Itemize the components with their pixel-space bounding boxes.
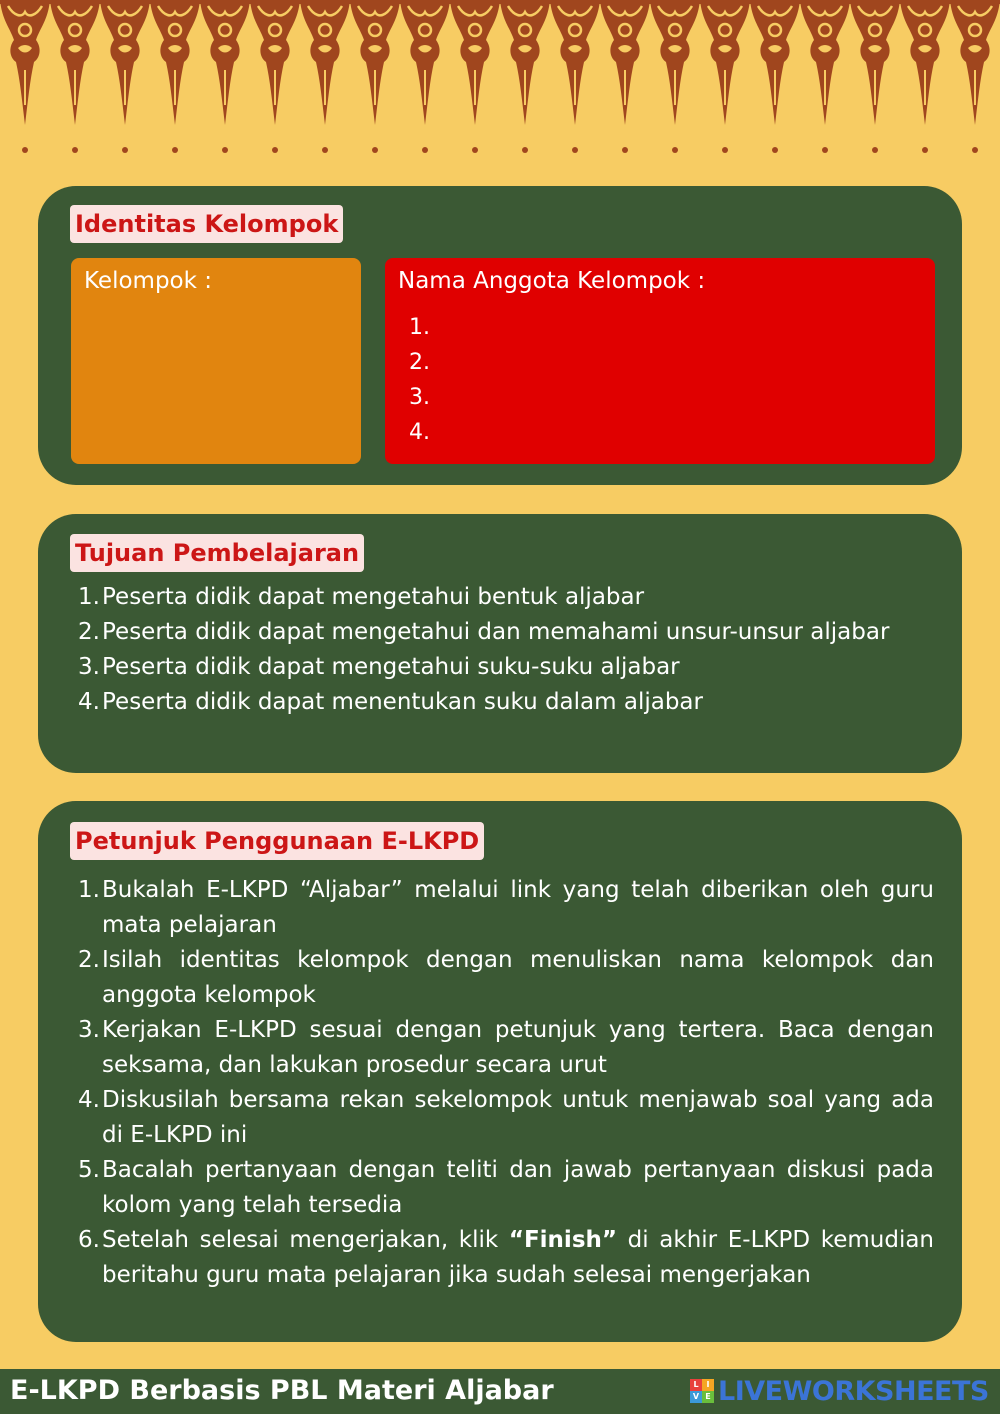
identity-title: Identitas Kelompok <box>70 205 343 243</box>
member-number: 2. <box>409 350 430 375</box>
liveworksheets-brand[interactable] <box>690 1375 989 1407</box>
item-number: 4. <box>78 1087 100 1113</box>
ornament-border <box>0 0 1000 165</box>
item-text <box>102 1223 934 1293</box>
list-item <box>78 1013 934 1083</box>
instructions-title: Petunjuk Penggunaan E-LKPD <box>70 822 484 860</box>
brand-name: LIVEWORKSHEETS <box>718 1375 989 1407</box>
member-number: 3. <box>409 385 430 410</box>
member-list <box>409 310 430 450</box>
objectives-card <box>38 514 962 773</box>
item-number: 1. <box>78 584 100 610</box>
instructions-card <box>38 801 962 1342</box>
item-number: 4. <box>78 689 100 715</box>
logo-letter-v: V <box>690 1391 702 1403</box>
item-text: Diskusilah bersama rekan sekelompok untuk menjawab soal yang ada di E-LKPD ini <box>102 1087 934 1148</box>
objectives-list <box>78 580 938 720</box>
objectives-title: Tujuan Pembelajaran <box>70 534 364 572</box>
list-item <box>78 873 934 943</box>
item-number: 6. <box>78 1227 100 1253</box>
logo-letter-i: I <box>702 1379 714 1391</box>
logo-letter-l: L <box>690 1379 702 1391</box>
list-item <box>78 1083 934 1153</box>
item-number: 3. <box>78 1017 100 1043</box>
finish-keyword: “Finish” <box>508 1227 617 1253</box>
item-text: Isilah identitas kelompok dengan menuliskan nama kelompok dan anggota kelompok <box>102 947 934 1008</box>
item-number: 3. <box>78 654 100 680</box>
list-item <box>78 1153 934 1223</box>
item-text: Bacalah pertanyaan dengan teliti dan jawab pertanyaan diskusi pada kolom yang telah tersedia <box>102 1157 934 1218</box>
list-item <box>78 615 938 650</box>
item-number: 2. <box>78 947 100 973</box>
member-number: 4. <box>409 420 430 445</box>
identity-card <box>38 186 962 485</box>
footer-title: E-LKPD Berbasis PBL Materi Aljabar <box>10 1375 554 1406</box>
item-text: Peserta didik dapat menentukan suku dalam aljabar <box>102 689 703 715</box>
list-item <box>78 650 938 685</box>
instructions-list <box>78 873 934 1293</box>
item-number: 5. <box>78 1157 100 1183</box>
list-item <box>78 943 934 1013</box>
item-text: Kerjakan E-LKPD sesuai dengan petunjuk yang tertera. Baca dengan seksama, dan lakukan prosedur secara urut <box>102 1017 934 1078</box>
logo-letter-e: E <box>702 1391 714 1403</box>
list-item <box>78 685 938 720</box>
list-item <box>78 580 938 615</box>
footer-bar <box>0 1369 1000 1414</box>
group-name-box[interactable] <box>71 258 361 464</box>
item-text: Bukalah E-LKPD “Aljabar” melalui link yang telah diberikan oleh guru mata pelajaran <box>102 877 934 938</box>
item-text: Peserta didik dapat mengetahui suku-suku aljabar <box>102 654 680 680</box>
item-text: Peserta didik dapat mengetahui dan memahami unsur-unsur aljabar <box>102 619 890 645</box>
item-text-before: Setelah selesai mengerjakan, klik <box>102 1227 499 1253</box>
group-name-label: Kelompok : <box>84 268 213 294</box>
group-members-box[interactable] <box>385 258 935 464</box>
item-text-after: di akhir E-LKPD kemudian beritahu guru mata pelajaran jika sudah selesai mengerjakan <box>102 1227 935 1288</box>
member-number: 1. <box>409 315 430 340</box>
item-number: 2. <box>78 619 100 645</box>
list-item <box>78 1223 934 1293</box>
group-members-label: Nama Anggota Kelompok : <box>398 268 706 294</box>
item-number: 1. <box>78 877 100 903</box>
liveworksheets-logo-icon <box>690 1379 714 1403</box>
item-text: Peserta didik dapat mengetahui bentuk aljabar <box>102 584 645 610</box>
